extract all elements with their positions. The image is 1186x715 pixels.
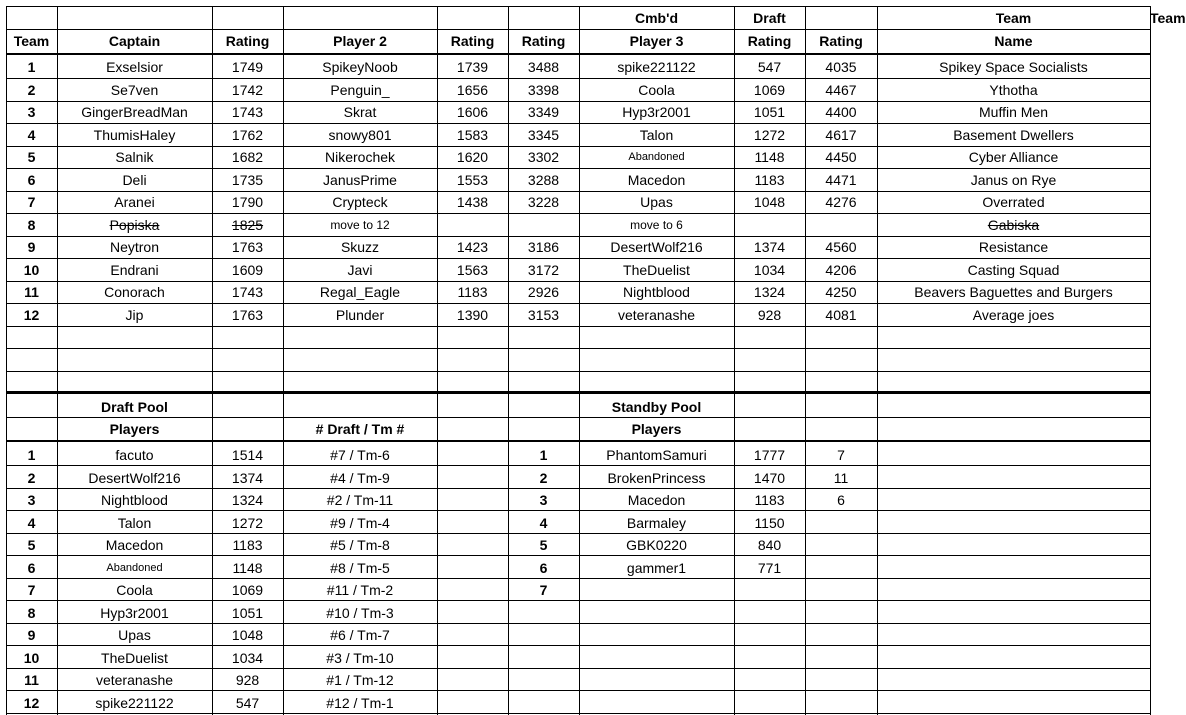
header-rating3: Rating [747,33,792,49]
player2-name: Skrat [343,104,377,120]
player3-name: Upas [640,194,673,210]
standby-pool-player [579,579,734,601]
header-team-top-2: Team [1150,10,1186,26]
draft-pool-pick: #10 / Tm-3 [326,604,394,621]
player2-rating: 1656 [456,81,489,98]
captain-name: ThumisHaley [93,126,176,143]
standby-pool-number: 1 [539,447,548,463]
player3-name: Abandoned [628,151,685,163]
standby-pool-number: 2 [539,469,548,486]
captain-rating: 1609 [231,261,264,278]
player3-rating: 1048 [753,194,786,210]
team-name: Spikey Space Socialists [939,59,1088,75]
player2-name: JanusPrime [323,171,397,188]
player2-rating: 1423 [456,239,489,255]
player2-name: Crypteck [332,194,388,210]
team-rating: 4471 [825,171,857,188]
captain-rating: 1682 [231,149,264,165]
player2-rating: 1620 [456,149,489,165]
team-number: 1 [27,59,36,75]
draft-pool-player: Coola [116,582,153,598]
player3-rating: 928 [757,306,782,323]
captain-name: Se7ven [110,81,159,98]
standby-pool-title: Standby Pool [611,399,702,415]
draft-pool-pick: #2 / Tm-11 [326,492,394,508]
captain-name: Endrani [110,261,159,278]
standby-pool-player: GBK0220 [626,537,687,553]
standby-pool-player: Macedon [627,492,686,508]
player2-name: snowy801 [328,126,392,143]
header-rating2: Rating [450,33,495,49]
combined-rating: 3172 [527,261,560,278]
draft-pool-rating: 1051 [231,604,264,621]
team-name: Janus on Rye [970,171,1057,188]
standby-pool-team: 6 [837,492,845,508]
standby-pool-rating [734,579,805,601]
captain-name: Jip [125,306,144,323]
captain-name: Aranei [114,194,155,210]
player3-name: Hyp3r2001 [622,104,691,120]
captain-rating: 1825 [231,216,264,233]
draft-pool-rating: 1324 [231,492,264,508]
player3-rating [734,214,805,236]
draft-pool-title: Draft Pool [101,399,168,415]
team-rating: 4560 [825,239,857,255]
row-line-pool-header-bottom [6,440,1150,442]
header-team-top: Team [995,10,1032,26]
team-rating: 4206 [825,261,857,278]
column-line-10 [1150,6,1151,715]
draft-pool-player: Macedon [105,537,164,553]
team-number: 12 [23,306,40,323]
draft-pool-player: Hyp3r2001 [100,604,169,621]
draft-pool-pick: #9 / Tm-4 [330,514,390,531]
standby-pool-team: 7 [837,447,845,463]
standby-pool-team [805,557,877,579]
player3-name: Macedon [627,171,686,188]
draft-pool-rating: 1374 [231,469,264,486]
standby-pool-subtitle: Players [631,421,682,437]
team-name: Beavers Baguettes and Burgers [914,284,1113,300]
player2-name: Penguin_ [330,81,390,98]
player2-name: Skuzz [340,239,380,255]
player2-name: Nikerochek [324,149,396,165]
captain-rating: 1743 [231,284,264,300]
team-number: 3 [27,104,36,120]
team-rating: 4450 [825,149,857,165]
team-name: Gabiska [987,216,1040,233]
team-number: 5 [27,149,36,165]
player2-rating: 1390 [456,306,489,323]
captain-name: Conorach [104,284,165,300]
team-number: 2 [27,81,36,98]
combined-rating: 3302 [527,149,560,165]
team-name: Resistance [978,239,1049,255]
player2-name: Regal_Eagle [319,284,401,300]
draft-pool-pick: #6 / Tm-7 [330,627,390,643]
draft-pool-pick: #12 / Tm-1 [326,694,394,711]
captain-name: GingerBreadMan [81,104,188,120]
combined-rating: 2926 [527,284,560,300]
combined-rating: 3228 [527,194,560,210]
draft-pool-player: Upas [118,627,151,643]
draft-pool-pick: #8 / Tm-5 [330,559,390,576]
draft-pool-player: Abandoned [106,561,163,574]
player2-rating: 1183 [457,284,488,300]
row-line-header-bottom [6,53,1150,55]
player3-rating: 1034 [753,261,786,278]
combined-rating: 3398 [527,81,560,98]
player3-rating: 547 [757,59,782,75]
player2-rating: 1583 [456,126,489,143]
draft-pool-number: 8 [27,604,36,621]
draft-pool-number: 2 [27,469,36,486]
combined-rating: 3345 [527,126,560,143]
draft-pool-player: Talon [117,514,152,531]
header-player2: Player 2 [333,33,387,49]
draft-pool-pick: #11 / Tm-2 [326,582,394,598]
player3-name: Talon [639,126,674,143]
team-rating: 4400 [825,104,857,120]
row-line [6,348,1150,349]
draft-pool-number: 4 [27,514,36,531]
combined-rating: 3288 [527,171,560,188]
team-name: Casting Squad [967,261,1060,278]
player2-rating [437,214,508,236]
player3-name: TheDuelist [623,261,690,278]
standby-pool-rating: 1777 [753,447,786,463]
player3-rating: 1051 [753,104,786,120]
standby-pool-rating: 1183 [754,492,785,508]
header-captain: Captain [108,33,161,49]
player3-rating: 1069 [753,81,786,98]
captain-rating: 1762 [231,126,264,143]
captain-rating: 1763 [231,306,264,323]
standby-pool-number: 7 [539,582,548,598]
draft-pool-pick: #7 / Tm-6 [330,447,390,463]
draft-pool-draft-header: # Draft / Tm # [315,421,405,437]
draft-pool-rating: 1183 [232,537,263,553]
draft-pool-number: 3 [27,492,36,508]
header-player3: Player 3 [629,33,684,49]
draft-pool-number: 9 [27,627,36,643]
player2-name: move to 12 [330,217,390,232]
standby-pool-player: BrokenPrincess [607,469,706,486]
team-number: 9 [27,239,36,255]
team-number: 8 [27,216,36,233]
draft-pool-pick: #1 / Tm-12 [326,672,394,688]
captain-name: Popiska [109,216,160,233]
standby-pool-rating: 771 [757,559,782,576]
player3-rating: 1272 [753,126,786,143]
captain-rating: 1790 [231,194,264,210]
row-line [6,393,1150,394]
team-number: 7 [27,194,36,210]
team-name: Overrated [982,194,1045,210]
team-number: 10 [23,261,40,278]
standby-pool-player: Barmaley [626,514,687,531]
player3-name: spike221122 [617,59,696,75]
draft-pool-player: DesertWolf216 [88,469,181,486]
player3-rating: 1324 [753,284,786,300]
draft-pool-pick: #4 / Tm-9 [330,469,390,486]
draft-pool-number: 10 [23,649,40,666]
team-name: Cyber Alliance [968,149,1059,165]
player3-name: DesertWolf216 [610,239,703,255]
draft-pool-rating: 1048 [231,627,264,643]
team-rating: 4250 [825,284,857,300]
header-team-rating: Rating [819,33,863,49]
row-line [6,326,1150,327]
draft-pool-rating: 547 [235,694,260,711]
team-rating: 4467 [825,81,857,98]
draft-pool-rating: 1069 [231,582,264,598]
captain-rating: 1735 [231,171,264,188]
player3-rating: 1374 [753,239,786,255]
standby-pool-player: gammer1 [626,559,687,576]
standby-pool-team [805,579,877,601]
draft-pool-pick: #5 / Tm-8 [330,537,390,553]
draft-pool-player: spike221122 [95,694,174,711]
player3-rating: 1183 [754,171,785,188]
team-rating: 4035 [825,59,857,75]
captain-name: Neytron [109,239,160,255]
player2-rating: 1438 [456,194,489,210]
standby-pool-rating: 1150 [754,514,785,531]
draft-pool-rating: 928 [235,672,260,688]
combined-rating [508,214,579,236]
team-number: 4 [27,126,36,143]
player2-rating: 1739 [456,59,489,75]
standby-pool-number: 5 [539,537,548,553]
team-name: Average joes [972,306,1055,323]
player3-name: veteranashe [617,306,696,323]
standby-pool-player: PhantomSamuri [606,447,707,463]
standby-pool-number: 4 [539,514,548,531]
draft-pool-player: TheDuelist [101,649,168,666]
standby-pool-team: 11 [833,469,849,486]
header-team: Team [13,33,50,49]
header-cmbd: Cmb'd [635,10,678,26]
standby-pool-rating: 1470 [753,469,786,486]
captain-rating: 1742 [231,81,264,98]
draft-pool-rating: 1034 [231,649,264,666]
draft-pool-number: 6 [27,559,36,576]
row-line-section [6,391,1150,393]
player3-name: move to 6 [630,217,683,232]
player2-rating: 1553 [456,171,489,188]
standby-pool-number: 6 [539,559,548,576]
team-rating: 4081 [825,306,857,323]
captain-name: Deli [122,171,147,188]
draft-pool-number: 12 [23,694,40,711]
standby-pool-team [805,534,877,556]
standby-pool-number: 3 [539,492,548,508]
draft-pool-number: 7 [27,582,36,598]
player2-name: SpikeyNoob [322,59,398,75]
player3-name: Nightblood [623,284,690,300]
player2-rating: 1606 [456,104,489,120]
draft-pool-pick: #3 / Tm-10 [326,649,394,666]
header-rating1: Rating [225,33,270,49]
row-line [6,371,1150,372]
captain-rating: 1763 [231,239,264,255]
team-name: Basement Dwellers [953,126,1074,143]
draft-pool-number: 11 [24,672,39,688]
standby-pool-team [805,512,877,534]
header-team-name: Name [994,33,1033,49]
draft-pool-number: 5 [27,537,36,553]
draft-pool-number: 1 [27,447,36,463]
team-name: Muffin Men [979,104,1048,120]
draft-pool-rating: 1272 [231,514,264,531]
draft-pool-rating: 1514 [231,447,264,463]
combined-rating: 3153 [527,306,560,323]
combined-rating: 3186 [527,239,560,255]
team-rating [805,214,877,236]
header-draft: Draft [753,10,786,26]
captain-name: Salnik [115,149,154,165]
captain-rating: 1749 [231,59,264,75]
draft-pool-player: facuto [115,447,154,463]
draft-pool-player: veteranashe [95,672,174,688]
player2-name: Plunder [335,306,385,323]
player2-rating: 1563 [456,261,489,278]
player3-rating: 1148 [754,149,785,165]
draft-pool-subtitle: Players [109,421,160,437]
combined-rating: 3488 [527,59,560,75]
player3-name: Coola [638,81,675,98]
standby-pool-rating: 840 [757,537,782,553]
combined-rating: 3349 [527,104,560,120]
draft-pool-rating: 1148 [232,559,263,576]
team-rating: 4276 [825,194,857,210]
team-name: Ythotha [989,81,1038,98]
team-number: 11 [24,284,39,300]
team-rating: 4617 [825,126,857,143]
captain-name: Exselsior [106,59,163,75]
header-cmbd-rating: Rating [521,33,566,49]
team-number: 6 [27,171,36,188]
captain-rating: 1743 [231,104,264,120]
draft-pool-player: Nightblood [101,492,168,508]
player2-name: Javi [347,261,373,278]
